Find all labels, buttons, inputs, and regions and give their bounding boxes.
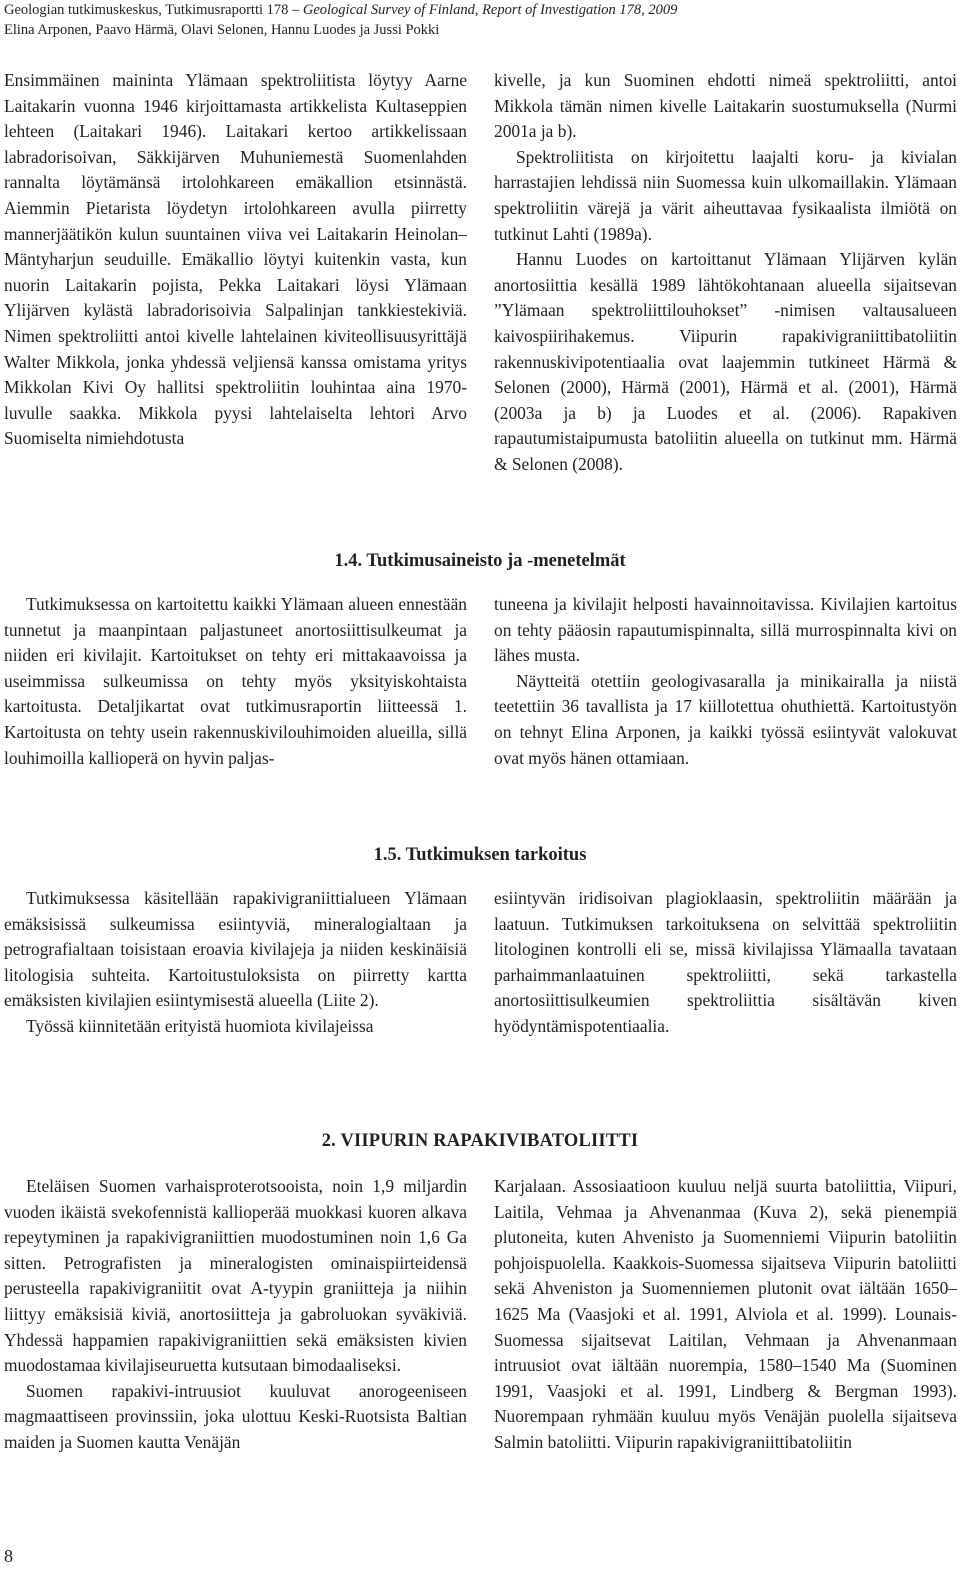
paragraph: kivelle, ja kun Suominen ehdotti nimeä spektroliitti, antoi Mikkola tämän nimen kivelle Laitakarin suostumuksella (Nurmi 2001a ja b).	[494, 70, 957, 142]
top-right-column	[494, 68, 957, 478]
paragraph: Näytteitä otettiin geologivasaralla ja minikairalla ja niistä teetettiin 36 tavallista ja 17 kiillotettua ohuthiettä. Kartoitustyön on tehnyt Elina Arponen, ja kaikki työssä esiintyvät valokuvat ovat myös hänen ottamiaan.	[494, 670, 957, 768]
header-authors: Elina Arponen, Paavo Härmä, Olavi Selonen, Hannu Luodes ja Jussi Pokki	[4, 22, 440, 38]
section-1-4-left-column	[4, 592, 467, 771]
paragraph: Karjalaan. Assosiaatioon kuuluu neljä suurta batoliittia, Viipuri, Laitila, Vehmaa ja Ahvenanmaa (Kuva 2), sekä pienempiä plutoneita, kuten Ahvenisto ja Suomenniemi Viipurin batoliitin pohjoispuolella. Kaakkois-Suomessa sijaitseva Viipurin batoliitti sekä Ahveniston ja Suomenniemen plutonit ovat iältään 1650–1625 Ma (Vaasjoki et al. 1991, Alviola et al. 1999). Lounais-Suomessa sijaitsevat Laitilan, Vehmaan ja Ahvenanmaan intruusiot ovat iältään nuorempia, 1580–1540 Ma (Suominen 1991, Vaasjoki et al. 1991, Lindberg & Bergman 1993). Nuorempaan ryhmään kuuluu myös Venäjän puolella sijaitseva Salmin batoliitti. Viipurin rapakivigraniittibatoliitin	[494, 1176, 957, 1452]
paragraph: Ensimmäinen maininta Ylämaan spektroliitista löytyy Aarne Laitakarin vuonna 1946 kirjoittamasta artikkelista Kultaseppien lehteen (Laitakari 1946). Laitakari kertoo artikkelissaan labradorisoivan, Säkkijärven Muhuniemestä Suomenlahden rannalta löytämänsä irtolohkareen emäkallion etsinnästä. Aiemmin Pietarista löydetyn irtolohkareen avulla piirretty mannerjäätikön kulun suuntainen viiva vei Laitakarin Heinolan–Mäntyharjun seuduille. Emäkallio löytyi kuitenkin vasta, kun nuorin Laitakarin pojista, Pekka Laitakari löysi Ylämaan Ylijärven kylästä labradorisoivia Salpalinjan tankkiestekiviä. Nimen spektroliitti antoi kivelle lahtelainen kiviteollisuusyrittäjä Walter Mikkola, jonka yhdessä veljiensä kanssa omistama yritys Mikkolan Kivi Oy hallitsi spektroliitin louhintaa aina 1970-luvulle saakka. Mikkola pyysi lahtelaiselta lehtori Arvo Suomiselta nimiehdotusta	[4, 70, 467, 449]
section-1-5-right-column	[494, 886, 957, 1040]
top-left-column	[4, 68, 467, 452]
header-publication-fi: Geologian tutkimuskeskus, Tutkimusraportti 178 –	[4, 2, 303, 18]
paragraph: Suomen rapakivi-intruusiot kuuluvat anorogeeniseen magmaattiseen provinssiin, joka ulottuu Keski-Ruotsista Baltian maiden ja Suomen kautta Venäjän	[4, 1380, 467, 1452]
chapter-heading-2: 2. VIIPURIN RAPAKIVIBATOLIITTI	[321, 1131, 639, 1151]
section-1-4-right-column	[494, 592, 957, 771]
header-publication-en: Geological Survey of Finland, Report of Investigation 178, 2009	[302, 2, 678, 18]
paragraph: Hannu Luodes on kartoittanut Ylämaan Ylijärven kylän anortosiittia kesällä 1989 lähtökohtanaan alueella sijaitsevan ”Ylämaan spektroliittilouhokset” -nimisen valtausalueen kaivospiirihakemus. Viipurin rapakivigraniittibatoliitin rakennuskivipotentiaalia ovat laajemmin tutkineet Härmä & Selonen (2000), Härmä (2001), Härmä et al. (2001), Härmä (2003a ja b) ja Luodes et al. (2006). Rapakiven rapautumistaipumusta batoliitin alueella on tutkinut mm. Härmä & Selonen (2008).	[494, 249, 957, 474]
header-publication-line	[4, 0, 954, 20]
paragraph: Eteläisen Suomen varhaisproterotsooista, noin 1,9 miljardin vuoden ikäistä svekofennistä kallioperää muokkasi kuoren alkava repeytyminen ja rapakivigraniittien muodostuminen noin 1,6 Ga sitten. Petrografisten ja mineralogisten ominaispiirteidensä perusteella rapakivigraniitit ovat A-tyypin graniitteja ja niihin liittyy emäksisiä kiviä, anortosiitteja ja gabroluokan syväkiviä. Yhdessä happamien rapakivigraniittien sekä emäksisten kivien muodostamaa kivilajiseuruetta kutsutaan bimodaaliseksi.	[4, 1176, 467, 1376]
running-header	[4, 0, 954, 40]
paragraph: esiintyvän iridisoivan plagioklaasin, spektroliitin määrään ja laatuun. Tutkimuksen tarkoituksena on selvittää spektroliitin litologinen kontrolli eli se, missä kivilajissa Ylämaalla tavataan parhaimmanlaatuinen spektroliitti, sekä tarkastella anortosiittisulkeumien spektroliittia sisältävän kiven hyödyntämispotentiaalia.	[494, 888, 957, 1036]
paragraph: Tutkimuksessa on kartoitettu kaikki Ylämaan alueen ennestään tunnetut ja maanpintaan paljastuneet anortosiittisulkeumat ja niiden eri kivilajit. Kartoitukset on tehty eri mittakaavoissa ja useimmissa sulkeumissa on tehty myös yksityiskohtaista kartoitusta. Detaljikartat ovat tutkimusraportin liitteessä 1. Kartoitusta on tehty usein rakennuskivilouhimoiden alueilla, sillä louhimoilla kallioperä on hyvin paljas-	[4, 594, 467, 768]
paragraph: Tutkimuksessa käsitellään rapakivigraniittialueen Ylämaan emäksisissä sulkeumissa esiintyviä, mineralogialtaan ja petrografialtaan toisistaan eroavia kivilajeja ja niiden keskinäisiä litologisia suhteita. Kartoitustuloksista on piirretty kartta emäksisten kivilajien esiintymisestä alueella (Liite 2).	[4, 888, 467, 1011]
chapter-2-left-column	[4, 1174, 467, 1456]
paragraph: tuneena ja kivilajit helposti havainnoitavissa. Kivilajien kartoitus on tehty pääosin rapautumispinnalta, sillä murrospinnalta kivi on lähes musta.	[494, 594, 957, 666]
paragraph: Työssä kiinnitetään erityistä huomiota kivilajeissa	[26, 1015, 374, 1036]
section-heading-1-5: 1.5. Tutkimuksen tarkoitus	[373, 845, 587, 865]
section-heading-1-4: 1.4. Tutkimusaineisto ja -menetelmät	[334, 551, 626, 571]
paragraph: Spektroliitista on kirjoitettu laajalti koru- ja kivialan harrastajien lehdissä niin Suomessa kuin ulkomaillakin. Ylämaan spektroliitin värejä ja värit aiheuttavaa fysikaalista ilmiötä on tutkinut Lahti (1989a).	[494, 146, 957, 244]
chapter-2-right-column	[494, 1174, 957, 1456]
section-1-5-left-column	[4, 886, 467, 1040]
page-number: 8	[4, 1546, 13, 1566]
